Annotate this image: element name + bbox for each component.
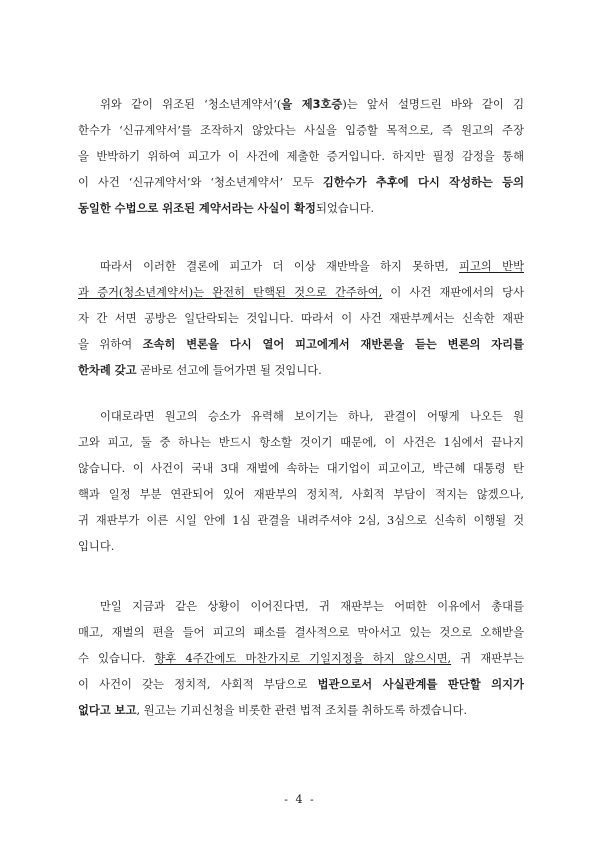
text-line (78, 540, 524, 553)
bold-text: 을 제3호증 (281, 98, 343, 111)
text-segment: 고와 피고, 둘 중 하나는 반드시 항소할 것이기 때문에, 이 사건은 1심에서 끝나지 (78, 436, 524, 449)
text-line (78, 488, 524, 501)
text-line (78, 312, 524, 325)
bold-text: 한차례 갖고 (78, 364, 137, 377)
bold-text: 조속히 변론을 다시 열어 피고에게서 재반론을 듣는 변론의 자리를 (142, 338, 524, 351)
text-line (100, 600, 524, 613)
text-line (100, 260, 524, 273)
text-line (100, 410, 524, 423)
text-segment: 귀 재판부가 이른 시일 안에 1심 관결을 내려주셔야 2심, 3심으로 신속히 이행될 것 (78, 514, 524, 527)
text-segment: 되었습니다. (315, 202, 375, 215)
text-segment: 이 사건이 갖는 정치적, 사회적 부담으로 (78, 678, 318, 691)
bold-text: 법관으로서 사실관계를 판단할 의지가 (317, 678, 524, 691)
text-line (78, 286, 524, 299)
text-line (78, 202, 524, 215)
text-line (78, 150, 524, 163)
text-line (78, 436, 524, 449)
bold-text: 없다고 보고 (78, 704, 137, 717)
bold-text: 김한수가 추후에 다시 작성하는 등의 (322, 176, 524, 189)
text-segment: 곧바로 선고에 들어가면 될 것입니다. (136, 364, 322, 377)
text-line (78, 626, 524, 639)
text-segment: , 원고는 기피신청을 비롯한 관련 법적 조치를 취하도록 하겠습니다. (136, 704, 468, 717)
text-segment: 이 사건 재판에서의 당사 (382, 286, 524, 299)
underlined-text: 피고의 반박 (459, 260, 524, 273)
text-segment: 이대로라면 원고의 승소가 유력해 보이기는 하나, 관결이 어떻게 나오든 원 (100, 410, 524, 423)
text-segment: 자 간 서면 공방은 일단락되는 것입니다. 따라서 이 사건 재판부께서는 신속한 재판 (78, 312, 524, 325)
text-line (78, 514, 524, 527)
text-segment: 않습니다. 이 사건이 국내 3대 재벌에 속하는 대기업이 피고이고, 박근혜 대통령 탄 (78, 462, 524, 475)
underlined-text: 과 증거(청소년계약서)는 완전히 탄핵된 것으로 간주하여, (78, 286, 383, 299)
text-segment: 핵과 일정 부분 연관되어 있어 재판부의 정치적, 사회적 부담이 적지는 않겠으나, (78, 488, 524, 501)
text-segment: 따라서 이러한 결론에 피고가 더 이상 재반박을 하지 못하면, (100, 260, 460, 273)
text-line (78, 124, 524, 137)
text-segment: )는 앞서 설명드린 바와 같이 김 (342, 98, 524, 111)
text-line (78, 704, 524, 717)
text-segment: 입니다. (78, 540, 115, 553)
text-segment: 위와 같이 위조된 ‘청소년계약서’( (100, 98, 282, 111)
text-segment: 귀 재판부는 (451, 652, 524, 665)
text-segment: 이 사건 ‘신규계약서’와 ‘청소년계약서’ 모두 (78, 176, 323, 189)
text-line (78, 176, 524, 189)
text-line (78, 462, 524, 475)
text-line (78, 678, 524, 691)
text-segment: 한수가 ‘신규계약서’를 조작하지 않았다는 사실을 입증할 목적으로, 즉 원고의 주장 (78, 124, 524, 137)
text-line (78, 652, 524, 665)
text-line (100, 98, 524, 111)
text-segment: 만일 지금과 같은 상황이 이어진다면, 귀 재판부는 어떠한 이유에서 총대를 (100, 600, 524, 613)
bold-text: 동일한 수법으로 위조된 계약서라는 사실이 확정 (78, 202, 316, 215)
text-segment: 수 있습니다. (78, 652, 155, 665)
text-segment: 을 위하여 (78, 338, 143, 351)
page-number: - 4 - (284, 793, 316, 806)
text-line (78, 338, 524, 351)
text-segment: 매고, 재벌의 편을 들어 피고의 패소를 결사적으로 막아서고 있는 것으로 오해받을 (78, 626, 524, 639)
underlined-text: 향후 4주간에도 마찬가지로 기일지정을 하지 않으시면, (154, 652, 452, 665)
text-segment: 을 반박하기 위하여 피고가 이 사건에 제출한 증거입니다. 하지만 필정 감정을 통해 (78, 150, 524, 163)
text-line (78, 364, 524, 377)
